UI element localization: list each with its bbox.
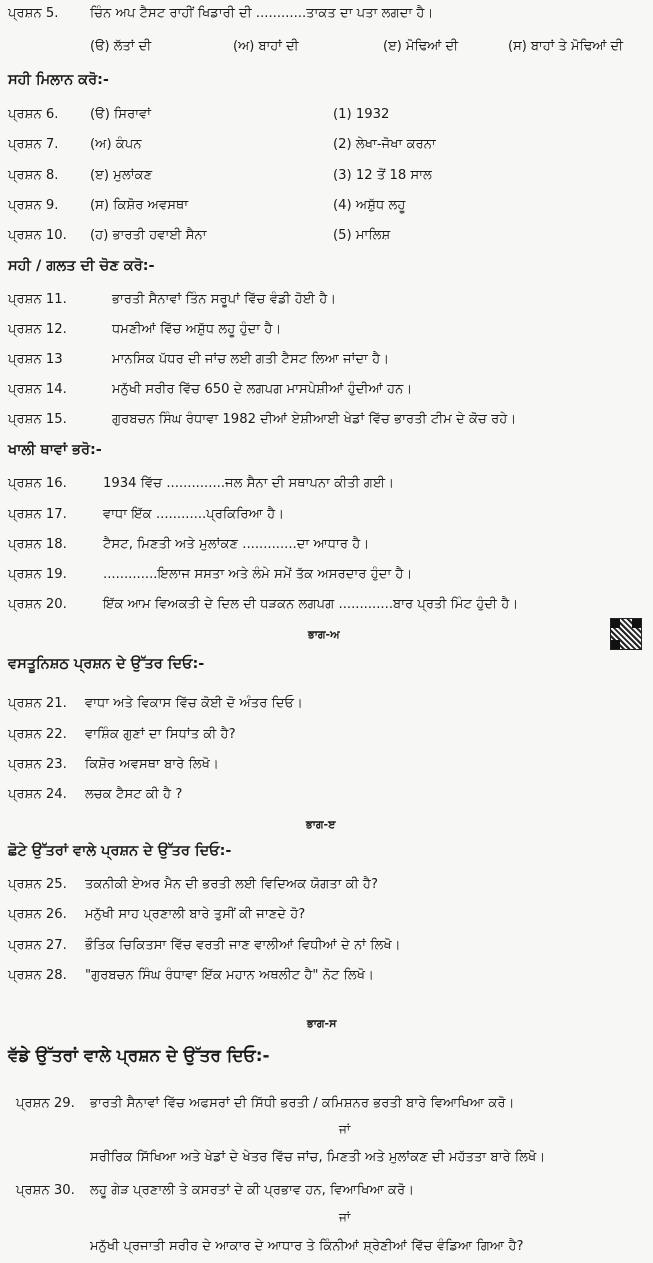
- question-23-number: ਪ੍ਰਸ਼ਨ 23.: [8, 757, 67, 772]
- question-25-text: ਤਕਨੀਕੀ ਏਅਰ ਮੈਨ ਦੀ ਭਰਤੀ ਲਈ ਵਿਦਿਅਕ ਯੋਗਤਾ ਕੀ ਹੈ?: [85, 877, 379, 892]
- qr-code-icon: [610, 618, 642, 650]
- question-7-number: ਪ੍ਰਸ਼ਨ 7.: [8, 137, 59, 152]
- question-20-text: ਇੱਕ ਆਮ ਵਿਅਕਤੀ ਦੇ ਦਿਲ ਦੀ ਧੜਕਨ ਲਗਪਗ .............ਬਾਰ ਪ੍ਰਤੀ ਮਿੰਟ ਹੁੰਦੀ ਹੈ।: [103, 597, 519, 612]
- question-5-number: ਪ੍ਰਸ਼ਨ 5.: [8, 6, 59, 21]
- question-25-number: ਪ੍ਰਸ਼ਨ 25.: [8, 877, 67, 892]
- part-s-title: ਭਾਗ-ਸ: [307, 1017, 337, 1030]
- question-12-text: ਧਮਣੀਆਂ ਵਿੱਚ ਅਸ਼ੁੱਧ ਲਹੂ ਹੁੰਦਾ ਹੈ।: [112, 322, 282, 337]
- question-11-number: ਪ੍ਰਸ਼ਨ 11.: [8, 292, 67, 307]
- question-21-number: ਪ੍ਰਸ਼ਨ 21.: [8, 696, 67, 711]
- question-21-text: ਵਾਧਾ ਅਤੇ ਵਿਕਾਸ ਵਿੱਚ ਕੋਈ ਦੋ ਅੰਤਰ ਦਿਓ।: [85, 696, 303, 711]
- match-right-item: (1) 1932: [333, 107, 390, 122]
- option-d: (ਸ) ਬਾਹਾਂ ਤੇ ਮੋਢਿਆਂ ਦੀ: [508, 39, 624, 54]
- question-23-text: ਕਿਸ਼ੋਰ ਅਵਸਥਾ ਬਾਰੇ ਲਿਖੋ।: [85, 757, 219, 772]
- question-14-text: ਮਨੁੱਖੀ ਸਰੀਰ ਵਿੱਚ 650 ਦੇ ਲਗਪਗ ਮਾਸਪੇਸ਼ੀਆਂ ਹੁੰਦੀਆਂ ਹਨ।: [112, 382, 413, 397]
- match-left-item: (ੳ) ਸਿਰਾਵਾਂ: [90, 107, 152, 122]
- question-29-text: ਭਾਰਤੀ ਸੈਨਾਵਾਂ ਵਿੱਚ ਅਫਸਰਾਂ ਦੀ ਸਿੱਧੀ ਭਰਤੀ / ਕਮਿਸ਼ਨਰ ਭਰਤੀ ਬਾਰੇ ਵਿਆਖਿਆ ਕਰੋ।: [90, 1096, 515, 1111]
- question-29-alt-text: ਸਰੀਰਿਕ ਸਿੱਖਿਆ ਅਤੇ ਖੇਡਾਂ ਦੇ ਖੇਤਰ ਵਿੱਚ ਜਾਂਚ, ਮਿਣਤੀ ਅਤੇ ਮੁਲਾਂਕਣ ਦੀ ਮਹੱਤਤਾ ਬਾਰੇ ਲਿਖੋ।: [90, 1150, 546, 1165]
- part-e-title: ਭਾਗ-ੲ: [306, 818, 336, 831]
- question-15-number: ਪ੍ਰਸ਼ਨ 15.: [8, 412, 67, 427]
- question-18-number: ਪ੍ਰਸ਼ਨ 18.: [8, 537, 67, 552]
- question-13-text: ਮਾਨਸਿਕ ਪੱਧਰ ਦੀ ਜਾਂਚ ਲਈ ਗਤੀ ਟੈਸਟ ਲਿਆ ਜਾਂਦਾ ਹੈ।: [112, 352, 390, 367]
- question-6-number: ਪ੍ਰਸ਼ਨ 6.: [8, 107, 59, 122]
- question-5-text: ਚਿੰਨ ਅਪ ਟੈਸਟ ਰਾਹੀਂ ਖਿਡਾਰੀ ਦੀ ............ਤਾਕਤ ਦਾ ਪਤਾ ਲਗਦਾ ਹੈ।: [90, 6, 434, 21]
- match-right-item: (2) ਲੇਖਾ-ਜੋਖਾ ਕਰਨਾ: [333, 137, 436, 152]
- question-16-number: ਪ੍ਰਸ਼ਨ 16.: [8, 476, 67, 491]
- question-22-text: ਵਾਸ਼ਿੰਕ ਗੁਣਾਂ ਦਾ ਸਿਧਾਂਤ ਕੀ ਹੈ?: [85, 727, 236, 742]
- question-19-number: ਪ੍ਰਸ਼ਨ 19.: [8, 567, 67, 582]
- match-right-item: (4) ਅਸ਼ੁੱਧ ਲਹੂ: [333, 198, 406, 213]
- part-e-heading: ਛੋਟੇ ਉੱਤਰਾਂ ਵਾਲੇ ਪ੍ਰਸ਼ਨ ਦੇ ਉੱਤਰ ਦਿਓ:-: [8, 843, 232, 859]
- question-29-number: ਪ੍ਰਸ਼ਨ 29.: [16, 1096, 75, 1111]
- question-26-text: ਮਨੁੱਖੀ ਸਾਹ ਪ੍ਰਣਾਲੀ ਬਾਰੇ ਤੁਸੀਂ ਕੀ ਜਾਣਦੇ ਹੋ?: [85, 907, 306, 922]
- true-false-heading: ਸਹੀ / ਗਲਤ ਦੀ ਚੋਣ ਕਰੋ:-: [8, 258, 155, 274]
- question-13-number: ਪ੍ਰਸ਼ਨ 13: [8, 352, 63, 367]
- match-left-item: (ਅ) ਕੰਪਨ: [90, 137, 142, 152]
- question-12-number: ਪ੍ਰਸ਼ਨ 12.: [8, 322, 67, 337]
- match-left-item: (ਸ) ਕਿਸ਼ੋਰ ਅਵਸਥਾ: [90, 198, 189, 213]
- match-right-item: (3) 12 ਤੋਂ 18 ਸਾਲ: [333, 168, 432, 183]
- question-30-text: ਲਹੂ ਗੇੜ ਪ੍ਰਣਾਲੀ ਤੇ ਕਸਰਤਾਂ ਦੇ ਕੀ ਪ੍ਰਭਾਵ ਹਨ, ਵਿਆਖਿਆ ਕਰੋ।: [90, 1183, 415, 1198]
- question-11-text: ਭਾਰਤੀ ਸੈਨਾਵਾਂ ਤਿੰਨ ਸਰੂਪਾਂ ਵਿੱਚ ਵੰਡੀ ਹੋਈ ਹੈ।: [112, 292, 337, 307]
- question-20-number: ਪ੍ਰਸ਼ਨ 20.: [8, 597, 67, 612]
- match-right-item: (5) ਮਾਲਿਸ਼: [333, 228, 391, 243]
- question-30-alt-text: ਮਨੁੱਖੀ ਪ੍ਰਜਾਤੀ ਸਰੀਰ ਦੇ ਆਕਾਰ ਦੇ ਆਧਾਰ ਤੇ ਕਿੰਨੀਆਂ ਸ਼੍ਰੇਣੀਆਂ ਵਿੱਚ ਵੰਡਿਆ ਗਿਆ ਹੈ?: [90, 1239, 524, 1254]
- question-15-text: ਗੁਰਬਚਨ ਸਿੰਘ ਰੰਧਾਵਾ 1982 ਦੀਆਂ ਏਸ਼ੀਆਈ ਖੇਡਾਂ ਵਿੱਚ ਭਾਰਤੀ ਟੀਮ ਦੇ ਕੋਚ ਰਹੇ।: [112, 412, 517, 427]
- question-8-number: ਪ੍ਰਸ਼ਨ 8.: [8, 168, 59, 183]
- or-label: ਜਾਂ: [339, 1122, 351, 1136]
- question-24-text: ਲਚਕ ਟੈਸਟ ਕੀ ਹੈ ?: [85, 787, 183, 802]
- part-a-heading: ਵਸਤੂਨਿਸ਼ਠ ਪ੍ਰਸ਼ਨ ਦੇ ਉੱਤਰ ਦਿਓ:-: [8, 656, 205, 672]
- question-28-text: "ਗੁਰਬਚਨ ਸਿੰਘ ਰੰਧਾਵਾ ਇੱਕ ਮਹਾਨ ਅਥਲੀਟ ਹੈ" ਨੋਟ ਲਿਖੋ।: [85, 968, 374, 983]
- question-27-number: ਪ੍ਰਸ਼ਨ 27.: [8, 938, 67, 953]
- question-26-number: ਪ੍ਰਸ਼ਨ 26.: [8, 907, 67, 922]
- question-28-number: ਪ੍ਰਸ਼ਨ 28.: [8, 968, 67, 983]
- question-14-number: ਪ੍ਰਸ਼ਨ 14.: [8, 382, 67, 397]
- part-a-title: ਭਾਗ-ਅ: [308, 628, 340, 641]
- match-left-item: (ਹ) ਭਾਰਤੀ ਹਵਾਈ ਸੈਨਾ: [90, 228, 207, 243]
- match-heading: ਸਹੀ ਮਿਲਾਨ ਕਰੋ:-: [8, 72, 109, 88]
- question-9-number: ਪ੍ਰਸ਼ਨ 9.: [8, 198, 59, 213]
- question-18-text: ਟੈਸਟ, ਮਿਣਤੀ ਅਤੇ ਮੁਲਾਂਕਣ .............ਦਾ ਆਧਾਰ ਹੈ।: [103, 537, 370, 552]
- option-c: (ੲ) ਮੋਢਿਆਂ ਦੀ: [383, 39, 458, 54]
- question-16-text: 1934 ਵਿੱਚ ..............ਜਲ ਸੈਨਾ ਦੀ ਸਥਾਪਨਾ ਕੀਤੀ ਗਈ।: [103, 476, 395, 491]
- option-b: (ਅ) ਬਾਹਾਂ ਦੀ: [233, 39, 299, 54]
- question-10-number: ਪ੍ਰਸ਼ਨ 10.: [8, 228, 67, 243]
- or-label: ਜਾਂ: [339, 1210, 351, 1224]
- option-a: (ੳ) ਲੱਤਾਂ ਦੀ: [90, 39, 152, 54]
- question-30-number: ਪ੍ਰਸ਼ਨ 30.: [16, 1183, 75, 1198]
- question-17-text: ਵਾਧਾ ਇੱਕ ............ਪ੍ਰਕਿਰਿਆ ਹੈ।: [103, 507, 285, 522]
- question-27-text: ਭੌਤਿਕ ਚਿਕਿਤਸਾ ਵਿੱਚ ਵਰਤੀ ਜਾਣ ਵਾਲੀਆਂ ਵਿਧੀਆਂ ਦੇ ਨਾਂ ਲਿਖੋ।: [85, 938, 401, 953]
- match-left-item: (ੲ) ਮੁਲਾਂਕਣ: [90, 168, 153, 183]
- question-17-number: ਪ੍ਰਸ਼ਨ 17.: [8, 507, 67, 522]
- question-24-number: ਪ੍ਰਸ਼ਨ 24.: [8, 787, 67, 802]
- fill-blanks-heading: ਖਾਲੀ ਥਾਵਾਂ ਭਰੋ:-: [8, 442, 102, 458]
- question-22-number: ਪ੍ਰਸ਼ਨ 22.: [8, 727, 67, 742]
- question-19-text: .............ਇਲਾਜ ਸਸਤਾ ਅਤੇ ਲੰਮੇ ਸਮੇਂ ਤੱਕ ਅਸਰਦਾਰ ਹੁੰਦਾ ਹੈ।: [103, 567, 413, 582]
- part-s-heading: ਵੱਡੇ ਉੱਤਰਾਂ ਵਾਲੇ ਪ੍ਰਸ਼ਨ ਦੇ ਉੱਤਰ ਦਿਓ:-: [8, 1046, 270, 1066]
